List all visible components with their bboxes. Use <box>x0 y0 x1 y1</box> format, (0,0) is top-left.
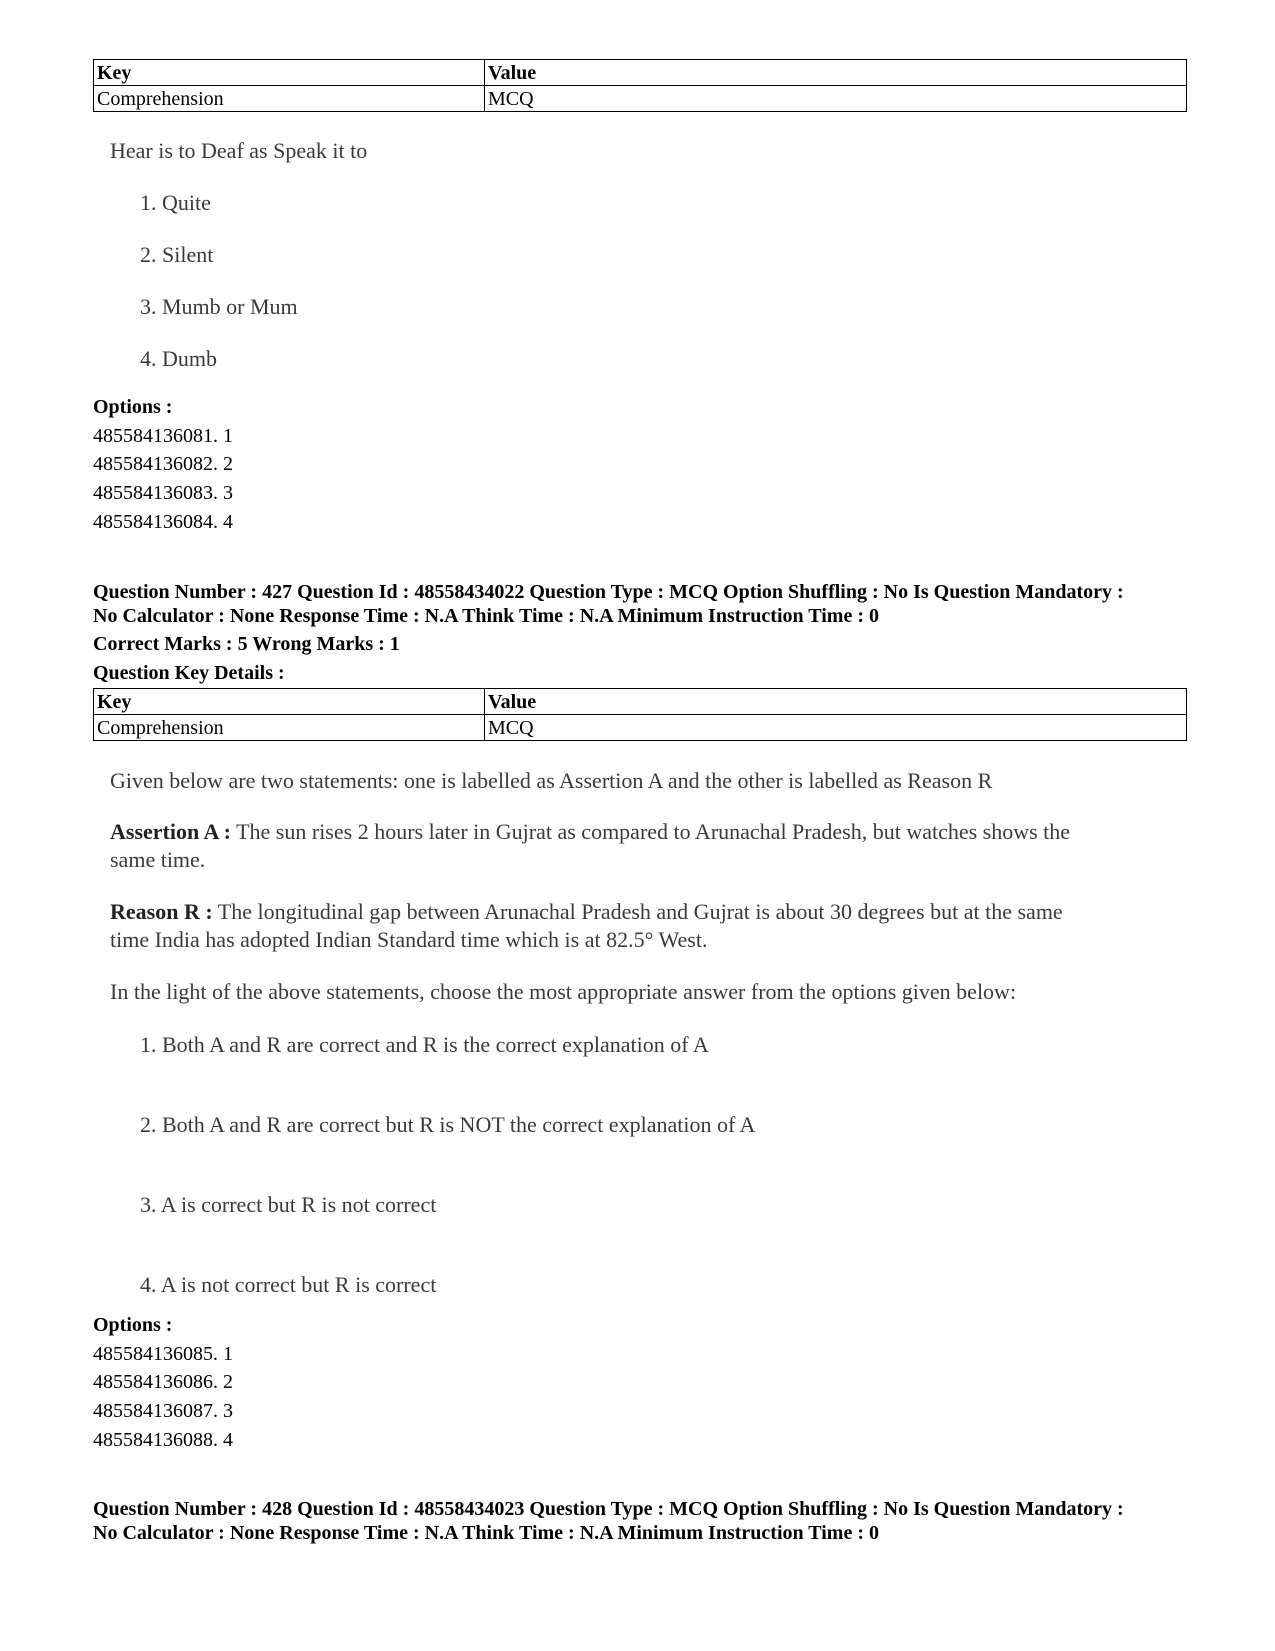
meta-line: Question Number : 427 Question Id : 48558434022 Question Type : MCQ Option Shuffling : No Is Question Mandatory : <box>93 581 1124 603</box>
choice-item: 3. A is correct but R is not correct <box>140 1192 437 1217</box>
question-meta <box>93 580 1203 628</box>
choice-item: 4. A is not correct but R is correct <box>140 1272 437 1297</box>
options-label: Options : <box>93 1314 173 1336</box>
value-cell: MCQ <box>485 86 1187 112</box>
key-details-table-1 <box>93 59 1187 112</box>
table-row <box>94 715 1187 741</box>
key-details-label: Question Key Details : <box>93 662 285 684</box>
value-header: Value <box>485 60 1187 86</box>
option-item: 485584136083. 3 <box>93 482 233 505</box>
assertion-label: Assertion A : <box>110 819 231 844</box>
options-block <box>93 1311 233 1455</box>
value-cell: MCQ <box>485 715 1187 741</box>
reason-text: The longitudinal gap between Arunachal Pradesh and Gujrat is about 30 degrees but at the same <box>212 899 1063 924</box>
meta-line: Question Number : 428 Question Id : 48558434023 Question Type : MCQ Option Shuffling : No Is Question Mandatory : <box>93 1498 1124 1520</box>
key-header: Key <box>94 689 485 715</box>
choice-item: 1. Both A and R are correct and R is the correct explanation of A <box>140 1032 709 1057</box>
marks-line: Correct Marks : 5 Wrong Marks : 1 <box>93 633 400 655</box>
options-label: Options : <box>93 396 173 418</box>
reason-label: Reason R : <box>110 899 213 924</box>
key-cell: Comprehension <box>94 715 485 741</box>
key-details-table-2 <box>93 688 1187 741</box>
key-header: Key <box>94 60 485 86</box>
table-header-row <box>94 60 1187 86</box>
meta-line: No Calculator : None Response Time : N.A Think Time : N.A Minimum Instruction Time : 0 <box>93 1522 879 1544</box>
value-header: Value <box>485 689 1187 715</box>
option-item: 485584136088. 4 <box>93 1428 233 1451</box>
meta-line: No Calculator : None Response Time : N.A Think Time : N.A Minimum Instruction Time : 0 <box>93 605 879 627</box>
choice-item: 4. Dumb <box>140 346 217 371</box>
question-instruction: In the light of the above statements, choose the most appropriate answer from the options given below: <box>110 979 1017 1004</box>
question-intro: Given below are two statements: one is labelled as Assertion A and the other is labelled as Reason R <box>110 768 993 793</box>
assertion-text: The sun rises 2 hours later in Gujrat as compared to Arunachal Pradesh, but watches shows the <box>231 819 1071 844</box>
assertion-text-cont: same time. <box>110 847 206 872</box>
key-cell: Comprehension <box>94 86 485 112</box>
option-item: 485584136081. 1 <box>93 424 233 447</box>
assertion-a <box>110 818 1070 846</box>
choice-item: 1. Quite <box>140 190 211 215</box>
option-item: 485584136082. 2 <box>93 453 233 476</box>
choice-item: 2. Both A and R are correct but R is NOT the correct explanation of A <box>140 1112 756 1137</box>
option-item: 485584136084. 4 <box>93 510 233 533</box>
choice-item: 2. Silent <box>140 242 214 267</box>
option-item: 485584136087. 3 <box>93 1400 233 1423</box>
question-meta <box>93 1497 1203 1545</box>
reason-text-cont: time India has adopted Indian Standard time which is at 82.5° West. <box>110 927 708 952</box>
choice-item: 3. Mumb or Mum <box>140 294 298 319</box>
options-block <box>93 393 233 537</box>
table-row <box>94 86 1187 112</box>
reason-r <box>110 898 1063 926</box>
question-stem: Hear is to Deaf as Speak it to <box>110 138 368 163</box>
option-item: 485584136086. 2 <box>93 1371 233 1394</box>
table-header-row <box>94 689 1187 715</box>
option-item: 485584136085. 1 <box>93 1342 233 1365</box>
